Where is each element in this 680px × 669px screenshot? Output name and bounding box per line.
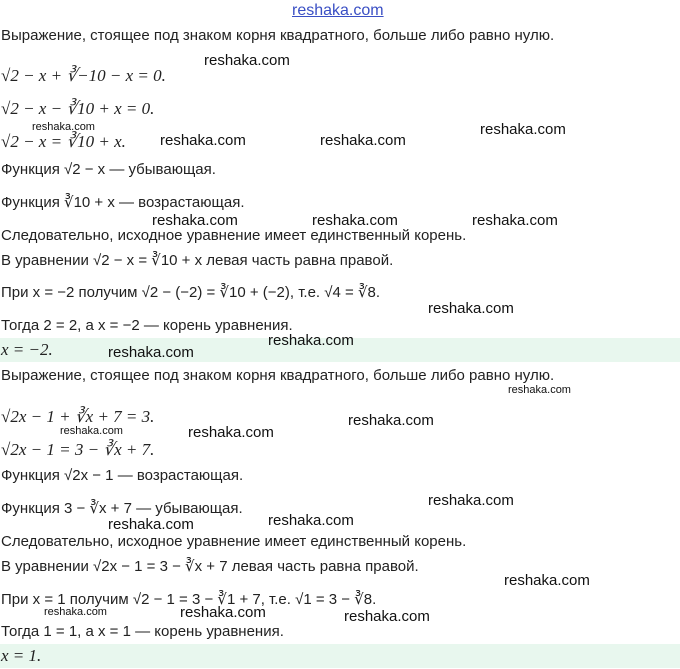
watermark: reshaka.com [188, 424, 274, 441]
check-statement-1: При x = −2 получим √2 − (−2) = ∛10 + (−2), т.е. √4 = ∛8. [1, 284, 381, 301]
function-statement-2-2: Функция 3 − ∛x + 7 — убывающая. [1, 500, 243, 517]
conclusion-2: Следовательно, исходное уравнение имеет единственный корень. [1, 533, 467, 550]
answer-bar-2 [0, 644, 680, 668]
watermark: reshaka.com [504, 572, 590, 589]
watermark: reshaka.com [108, 516, 194, 533]
equality-statement-1: В уравнении √2 − x = ∛10 + x левая часть равна правой. [1, 252, 394, 269]
watermark: reshaka.com [44, 606, 107, 618]
root-statement-2: Тогда 1 = 1, а x = 1 — корень уравнения. [1, 623, 284, 640]
answer-2: x = 1. [1, 646, 42, 665]
equation-1-3: √2 − x = ∛10 + x. [1, 132, 126, 151]
equation-1-2: √2 − x − ∛10 + x = 0. [1, 99, 155, 118]
watermark: reshaka.com [508, 384, 571, 396]
function-statement-1-2: Функция ∛10 + x — возрастающая. [1, 194, 245, 211]
function-statement-1-1: Функция √2 − x — убывающая. [1, 161, 216, 178]
watermark: reshaka.com [348, 412, 434, 429]
site-link[interactable]: reshaka.com [292, 2, 384, 19]
watermark: reshaka.com [204, 52, 290, 69]
intro-text-1: Выражение, стоящее под знаком корня квадратного, больше либо равно нулю. [1, 27, 555, 44]
watermark: reshaka.com [152, 212, 238, 229]
watermark: reshaka.com [108, 344, 194, 361]
watermark: reshaka.com [160, 132, 246, 149]
watermark: reshaka.com [32, 121, 95, 133]
equation-1-1: √2 − x + ∛−10 − x = 0. [1, 66, 166, 85]
watermark: reshaka.com [428, 300, 514, 317]
watermark: reshaka.com [472, 212, 558, 229]
equation-2-1: √2x − 1 + ∛x + 7 = 3. [1, 407, 155, 426]
equation-2-2: √2x − 1 = 3 − ∛x + 7. [1, 440, 155, 459]
root-statement-1: Тогда 2 = 2, а x = −2 — корень уравнения. [1, 317, 293, 334]
watermark: reshaka.com [268, 512, 354, 529]
watermark: reshaka.com [320, 132, 406, 149]
function-statement-2-1: Функция √2x − 1 — возрастающая. [1, 467, 244, 484]
watermark: reshaka.com [60, 425, 123, 437]
intro-text-2: Выражение, стоящее под знаком корня квадратного, больше либо равно нулю. [1, 367, 555, 384]
watermark: reshaka.com [344, 608, 430, 625]
watermark: reshaka.com [428, 492, 514, 509]
equality-statement-2: В уравнении √2x − 1 = 3 − ∛x + 7 левая часть равна правой. [1, 558, 419, 575]
answer-1: x = −2. [1, 340, 53, 359]
conclusion-1: Следовательно, исходное уравнение имеет единственный корень. [1, 227, 467, 244]
watermark: reshaka.com [180, 604, 266, 621]
watermark: reshaka.com [268, 332, 354, 349]
watermark: reshaka.com [312, 212, 398, 229]
check-statement-2: При x = 1 получим √2 − 1 = 3 − ∛1 + 7, т.е. √1 = 3 − ∛8. [1, 591, 377, 608]
watermark: reshaka.com [480, 121, 566, 138]
